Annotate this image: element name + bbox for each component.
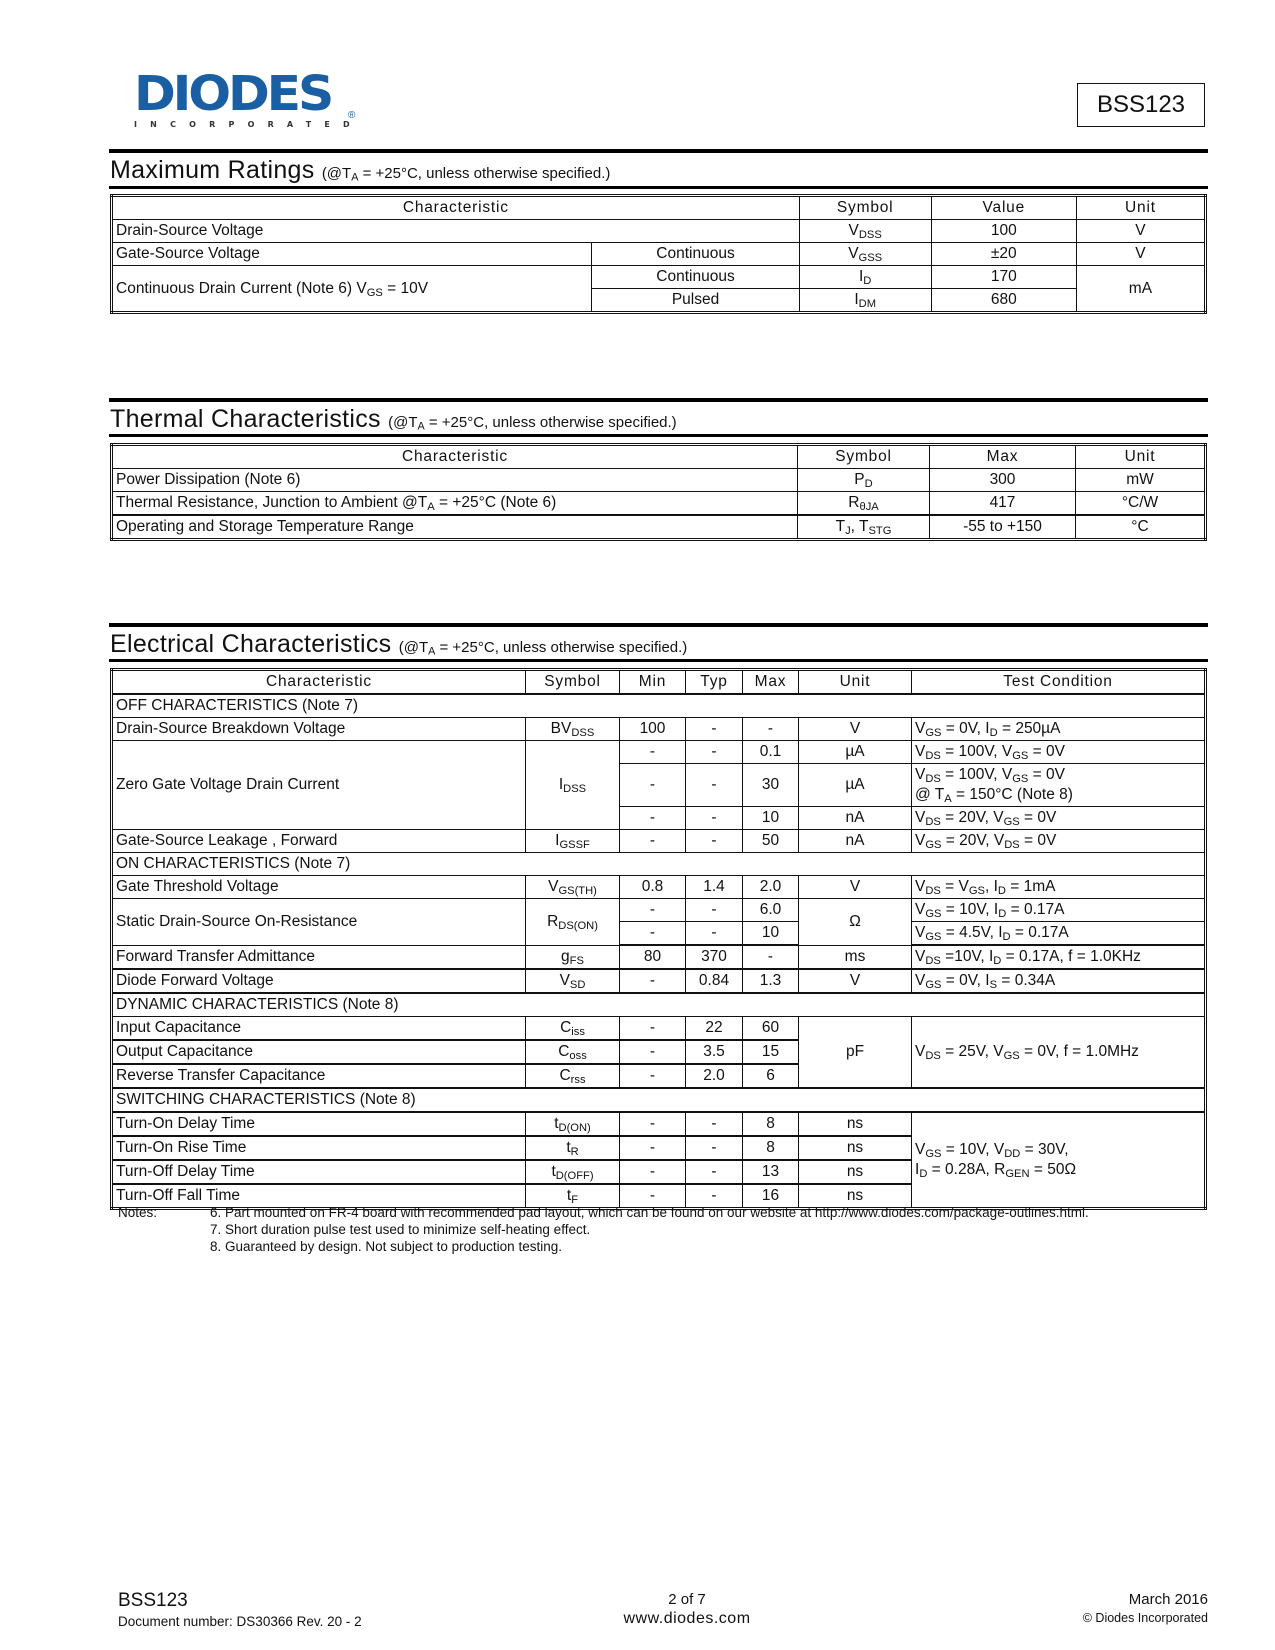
table-row: Input Capacitance $C_{iss}$ - 22 60 pF $V_{DS} = 25V$, $V_{GS} = 0V$, f = 1.0MHz bbox=[112, 1017, 1206, 1041]
logo-subtext: INCORPORATED bbox=[134, 120, 363, 129]
section-rule bbox=[109, 398, 1208, 402]
footer-date: March 2016 bbox=[1128, 1591, 1208, 1608]
electrical-heading bbox=[110, 630, 687, 659]
note-8: 8. Guaranteed by design. Not subject to production testing. bbox=[210, 1239, 562, 1254]
table-row: Forward Transfer Admittance $g_{FS}$ 80 370 - ms $V_{DS} =10V$, $I_D = 0.17A$, f = 1.0KHz bbox=[112, 945, 1206, 969]
section-title: Maximum Ratings bbox=[110, 156, 315, 184]
table-row: Diode Forward Voltage $V_{SD}$ - 0.84 1.3 V $V_{GS} = 0V$, $I_S = 0.34A$ bbox=[112, 969, 1206, 993]
table-row: Turn-Off Delay Time $t_{D(OFF)}$ - - 13 ns bbox=[112, 1160, 1206, 1184]
table-row: Gate-Source Leakage , Forward $I_{GSSF}$ - - 50 nA $V_{GS} = 20V$, $V_{DS} = 0V$ bbox=[112, 830, 1206, 853]
table-row: Turn-Off Fall Time $t_F$ - - 16 ns bbox=[112, 1184, 1206, 1209]
footer-part: BSS123 bbox=[118, 1590, 188, 1611]
table-row: Drain-Source Breakdown Voltage $BV_{DSS}$ 100 - - V $V_{GS} = 0V$, $I_D = 250\mu A$ bbox=[112, 718, 1206, 741]
table-row: Zero Gate Voltage Drain Current $I_{DSS}$ - - 0.1 µA $V_{DS} = 100V$, $V_{GS} = 0V$ bbox=[112, 741, 1206, 764]
section-condition: ($@T_A = +25^\circ C$, unless otherwise specified.) bbox=[388, 414, 677, 433]
group-row-switching: SWITCHING CHARACTERISTICS (Note 8) bbox=[112, 1088, 1206, 1112]
logo-wordmark: DIODES bbox=[134, 66, 332, 122]
thermal-table bbox=[110, 443, 1207, 541]
table-row: Drain-Source Voltage $V_{DSS}$ 100 V bbox=[112, 220, 1206, 243]
thermal-heading bbox=[110, 405, 677, 434]
section-rule bbox=[109, 149, 1208, 153]
electrical-table bbox=[110, 668, 1207, 1210]
section-title: Electrical Characteristics bbox=[110, 630, 392, 658]
table-header-row: Characteristic Symbol Min Typ Max Unit Test Condition bbox=[112, 670, 1206, 695]
footer-left bbox=[118, 1590, 362, 1631]
table-row: Continuous Drain Current (Note 6) $V_{GS} = 10V$ Continuous $I_D$ 170 mA bbox=[112, 266, 1206, 289]
registered-icon: ® bbox=[348, 110, 356, 121]
section-condition: ($@T_A = +25^\circ C$, unless otherwise specified.) bbox=[321, 165, 611, 184]
table-row: - - 10 nA $V_{DS} = 20V$, $V_{GS} = 0V$ bbox=[112, 807, 1206, 830]
section-title: Thermal Characteristics bbox=[110, 405, 381, 433]
group-row-dynamic: DYNAMIC CHARACTERISTICS (Note 8) bbox=[112, 993, 1206, 1017]
table-row: - - 10 $V_{GS} = 4.5V$, $I_D = 0.17A$ bbox=[112, 922, 1206, 946]
footer-right bbox=[1083, 1590, 1208, 1628]
table-row: Turn-On Rise Time $t_R$ - - 8 ns bbox=[112, 1136, 1206, 1160]
footer-copyright: © Diodes Incorporated bbox=[1082, 1611, 1208, 1625]
table-row: Turn-On Delay Time $t_{D(ON)}$ - - 8 ns $V_{GS} = 10V$, $V_{DD} = 30V$, $I_D = 0.28A$, $R_{GEN} = 50\Omega$ bbox=[112, 1112, 1206, 1136]
table-row: Thermal Resistance, Junction to Ambient $@T_A = +25^\circ C$ (Note 6) $R_{\theta JA}$ 417 °C/W bbox=[112, 492, 1206, 516]
section-rule bbox=[109, 434, 1208, 437]
group-row-on: ON CHARACTERISTICS (Note 7) bbox=[112, 853, 1206, 876]
section-rule bbox=[109, 623, 1208, 627]
note-6: 6. Part mounted on FR-4 board with recommended pad layout, which can be found on our website at http://www.diodes.com/package-outlines.html. bbox=[210, 1205, 1089, 1220]
section-condition: ($@T_A = +25^\circ C$, unless otherwise specified.) bbox=[398, 639, 688, 658]
table-row: Power Dissipation (Note 6) $P_D$ 300 mW bbox=[112, 469, 1206, 492]
table-row: Pulsed $I_{DM}$ 680 bbox=[112, 289, 1206, 313]
footer-website-link[interactable]: www.diodes.com bbox=[623, 1610, 751, 1627]
table-row: Gate-Source Voltage Continuous $V_{GSS}$ ±20 V bbox=[112, 243, 1206, 266]
notes-label: Notes: bbox=[118, 1205, 158, 1220]
section-rule bbox=[109, 659, 1208, 662]
max-ratings-heading bbox=[110, 156, 610, 185]
diodes-logo bbox=[134, 66, 363, 129]
table-row: Gate Threshold Voltage $V_{GS(TH)}$ 0.8 1.4 2.0 V $V_{DS} = V_{GS}$, $I_D = 1mA$ bbox=[112, 876, 1206, 899]
table-header-row: Characteristic Symbol Max Unit bbox=[112, 445, 1206, 469]
table-row: Operating and Storage Temperature Range $T_J$, $T_{STG}$ -55 to +150 °C bbox=[112, 515, 1206, 540]
footer-center bbox=[587, 1590, 787, 1628]
table-row: Output Capacitance $C_{oss}$ - 3.5 15 bbox=[112, 1040, 1206, 1064]
table-row: - - 30 µA $V_{DS} = 100V$, $V_{GS} = 0V$ @ $T_A = 150^\circ C$ (Note 8) bbox=[112, 764, 1206, 807]
table-row: Static Drain-Source On-Resistance $R_{DS(ON)}$ - - 6.0 Ω $V_{GS} = 10V$, $I_D = 0.17A$ bbox=[112, 899, 1206, 922]
footer-page: 2 of 7 bbox=[668, 1591, 706, 1608]
table-header-row: Characteristic Symbol Value Unit bbox=[112, 196, 1206, 220]
max-ratings-table bbox=[110, 194, 1207, 314]
group-row-off: OFF CHARACTERISTICS (Note 7) bbox=[112, 694, 1206, 718]
part-number-box: BSS123 bbox=[1077, 83, 1205, 127]
section-rule bbox=[109, 186, 1208, 189]
table-row: Reverse Transfer Capacitance $C_{rss}$ - 2.0 6 bbox=[112, 1064, 1206, 1088]
note-7: 7. Short duration pulse test used to minimize self-heating effect. bbox=[210, 1222, 591, 1237]
footer-doc-number: Document number: DS30366 Rev. 20 - 2 bbox=[118, 1614, 362, 1629]
